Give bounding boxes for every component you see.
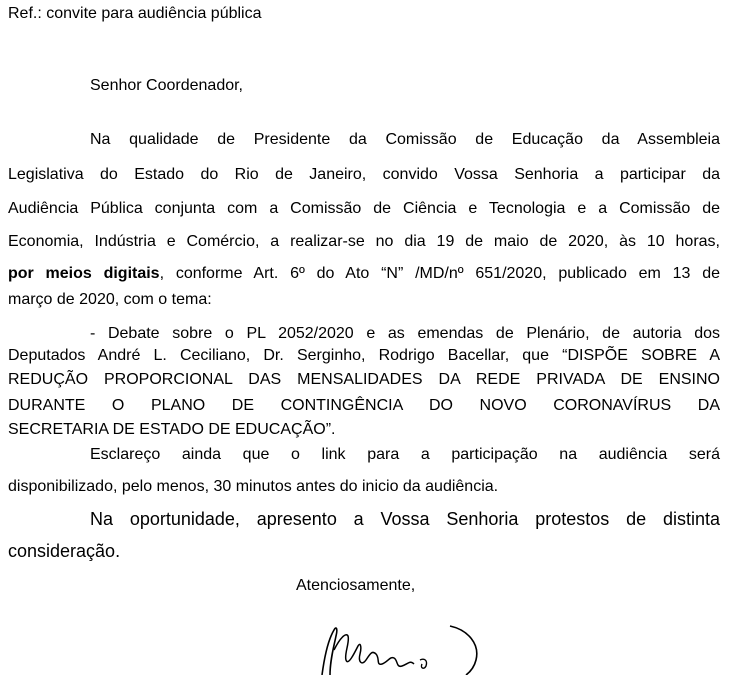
paragraph-line-rest: , conforme Art. 6º do Ato “N” /MD/nº 651/2020, publicado em 13 de xyxy=(159,265,721,282)
paragraph-line xyxy=(8,264,720,284)
topic-line: SECRETARIA DE ESTADO DE EDUCAÇÃO”. xyxy=(8,421,336,438)
closing-line: consideração. xyxy=(8,541,121,561)
reference-line: Ref.: convite para audiência pública xyxy=(8,5,262,22)
closing-line: Na oportunidade, apresento a Vossa Senhoria protestos de distinta xyxy=(90,509,720,529)
salutation: Senhor Coordenador, xyxy=(90,77,243,94)
paragraph-line: disponibilizado, pelo menos, 30 minutos antes do inicio da audiência. xyxy=(8,478,499,495)
paragraph-line: Legislativa do Estado do Rio de Janeiro, convido Vossa Senhoria a participar da xyxy=(8,166,720,183)
paragraph-line: Esclareço ainda que o link para a participação na audiência será xyxy=(90,446,720,463)
paragraph-line: março de 2020, com o tema: xyxy=(8,291,212,308)
topic-line: - Debate sobre o PL 2052/2020 e as emendas de Plenário, de autoria dos xyxy=(90,325,720,342)
topic-line: REDUÇÃO PROPORCIONAL DAS MENSALIDADES DA REDE PRIVADA DE ENSINO xyxy=(8,371,720,388)
topic-line: Deputados André L. Ceciliano, Dr. Serginho, Rodrigo Bacellar, que “DISPÕE SOBRE A xyxy=(8,347,720,364)
paragraph-line: Economia, Indústria e Comércio, a realizar-se no dia 19 de maio de 2020, às 10 horas, xyxy=(8,233,720,250)
topic-line: DURANTE O PLANO DE CONTINGÊNCIA DO NOVO CORONAVÍRUS DA xyxy=(8,397,720,414)
digital-means-emphasis: por meios digitais xyxy=(8,265,160,282)
signature-image xyxy=(300,620,500,675)
sign-off: Atenciosamente, xyxy=(296,577,416,594)
paragraph-line: Audiência Pública conjunta com a Comissão de Ciência e Tecnologia e a Comissão de xyxy=(8,200,720,217)
paragraph-line: Na qualidade de Presidente da Comissão de Educação da Assembleia xyxy=(90,131,720,148)
